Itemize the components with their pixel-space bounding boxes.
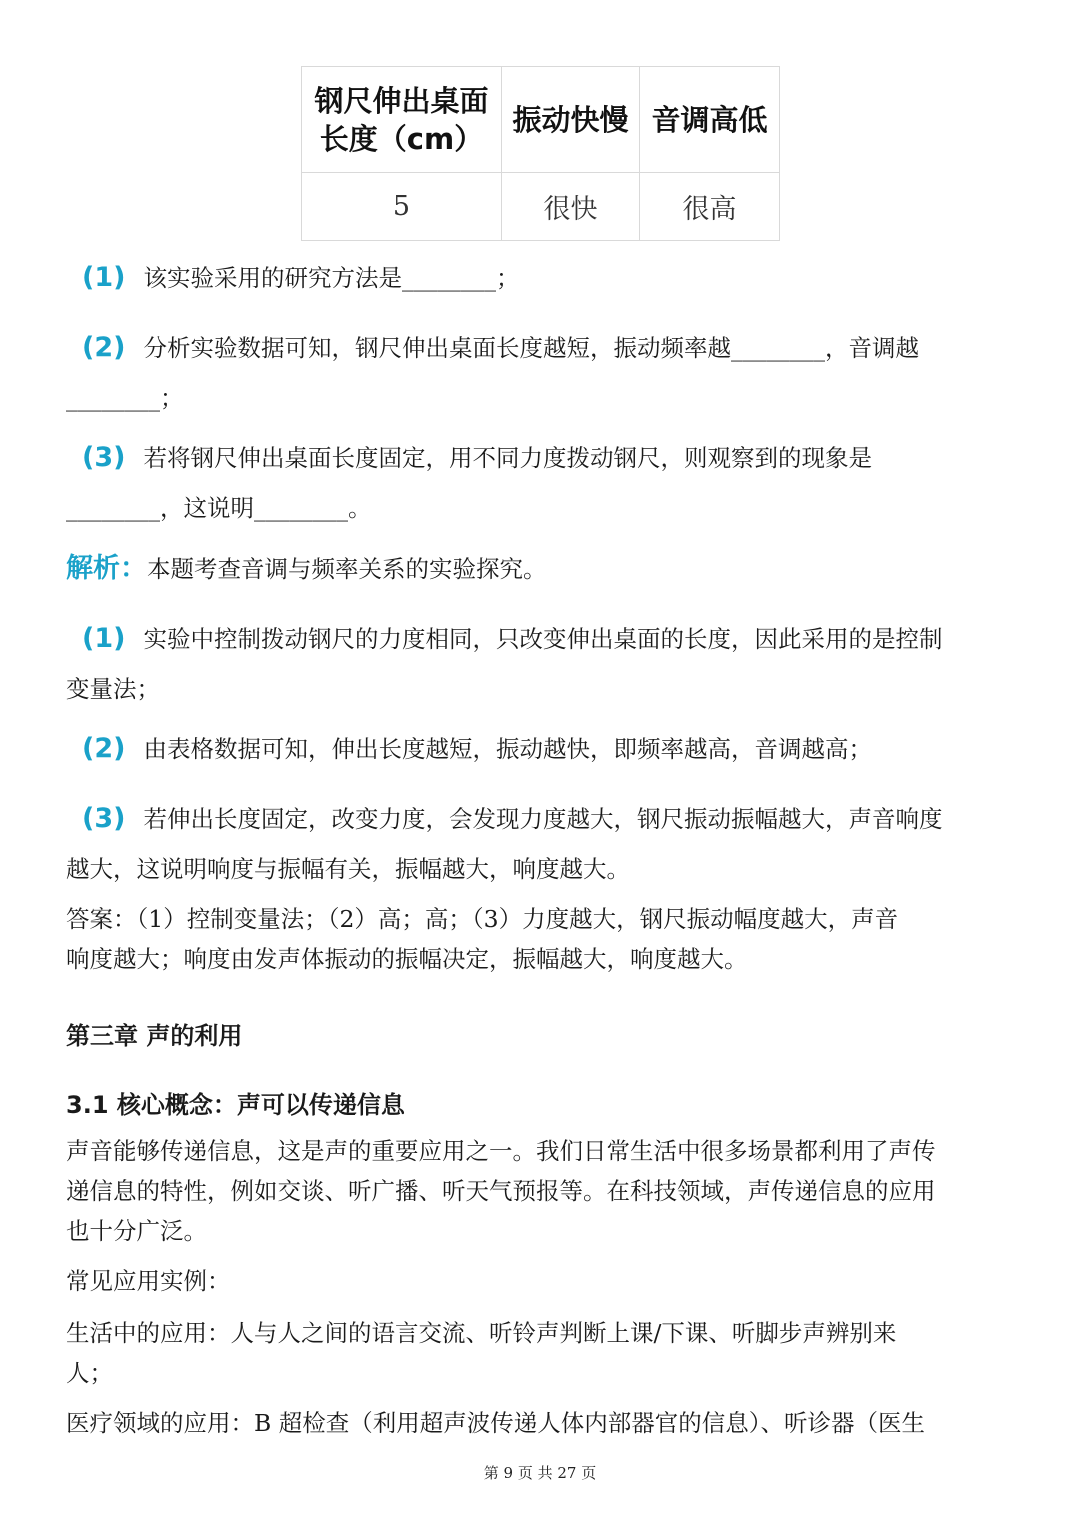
analysis-number: (1)	[82, 623, 126, 654]
question-3-cont	[66, 490, 1010, 526]
header-vibration-speed: 振动快慢	[502, 67, 640, 173]
analysis-text: 实验中控制拨动钢尺的力度相同，只改变伸出桌面的长度，因此采用的是控制	[143, 625, 943, 653]
analysis-label: 解析：	[66, 553, 147, 584]
question-text: ________；	[66, 384, 184, 412]
analysis-item-2	[66, 731, 1010, 767]
analysis-item-3	[66, 801, 1010, 837]
answer-line-2: 响度越大；响度由发声体振动的振幅决定，振幅越大，响度越大。	[66, 945, 748, 973]
question-2-cont	[66, 380, 1010, 416]
life-example-line: 生活中的应用：人与人之间的语言交流、听铃声判断上课/下课、听脚步声辨别来	[66, 1319, 897, 1347]
question-number: (2)	[82, 332, 126, 363]
question-text: 分析实验数据可知，钢尺伸出桌面长度越短，振动频率越________，音调越	[143, 334, 919, 362]
analysis-item-1	[66, 621, 1010, 657]
cell-pitch: 很高	[640, 173, 780, 241]
question-3	[66, 440, 1010, 476]
question-2	[66, 330, 1010, 366]
data-table	[301, 66, 780, 241]
examples-title: 常见应用实例：	[66, 1267, 231, 1295]
question-number: (1)	[82, 262, 126, 293]
analysis-text: 变量法；	[66, 675, 160, 703]
question-1	[66, 260, 1010, 296]
header-length: 钢尺伸出桌面 长度（cm）	[302, 67, 502, 173]
answer-line-1: 答案：（1）控制变量法；（2）高；高；（3）力度越大，钢尺振动幅度越大，声音	[66, 905, 899, 933]
analysis-item-3-cont	[66, 851, 1010, 887]
paragraph-line: 递信息的特性，例如交谈、听广播、听天气预报等。在科技领域，声传递信息的应用	[66, 1177, 936, 1205]
analysis-intro-text: 本题考查音调与频率关系的实验探究。	[147, 555, 547, 583]
chapter-heading: 第三章 声的利用	[66, 1022, 243, 1050]
analysis-text: 若伸出长度固定，改变力度，会发现力度越大，钢尺振动振幅越大，声音响度	[143, 805, 943, 833]
analysis-text: 由表格数据可知，伸出长度越短，振动越快，即频率越高，音调越高；	[143, 735, 872, 763]
life-example-line: 人；	[66, 1359, 113, 1387]
paragraph-line: 声音能够传递信息，这是声的重要应用之一。我们日常生活中很多场景都利用了声传	[66, 1137, 936, 1165]
analysis-item-1-cont	[66, 671, 1010, 707]
paragraph-line: 也十分广泛。	[66, 1217, 207, 1245]
question-text: ________，这说明________。	[66, 494, 372, 522]
question-text: 若将钢尺伸出桌面长度固定，用不同力度拨动钢尺，则观察到的现象是	[143, 444, 872, 472]
question-text: 该实验采用的研究方法是________；	[143, 264, 520, 292]
section-heading: 3.1 核心概念：声可以传递信息	[66, 1091, 405, 1119]
header-pitch: 音调高低	[640, 67, 780, 173]
analysis-text: 越大，这说明响度与振幅有关，振幅越大，响度越大。	[66, 855, 630, 883]
question-number: (3)	[82, 442, 126, 473]
analysis-number: (3)	[82, 803, 126, 834]
analysis-intro	[66, 551, 1010, 587]
cell-vibration: 很快	[502, 173, 640, 241]
cell-length: 5	[302, 173, 502, 241]
table-header-row	[302, 67, 780, 173]
table-row	[302, 173, 780, 241]
medical-example-line: 医疗领域的应用：B 超检查（利用超声波传递人体内部器官的信息）、听诊器（医生	[66, 1409, 925, 1437]
analysis-number: (2)	[82, 733, 126, 764]
page-footer: 第 9 页 共 27 页	[483, 1464, 597, 1482]
